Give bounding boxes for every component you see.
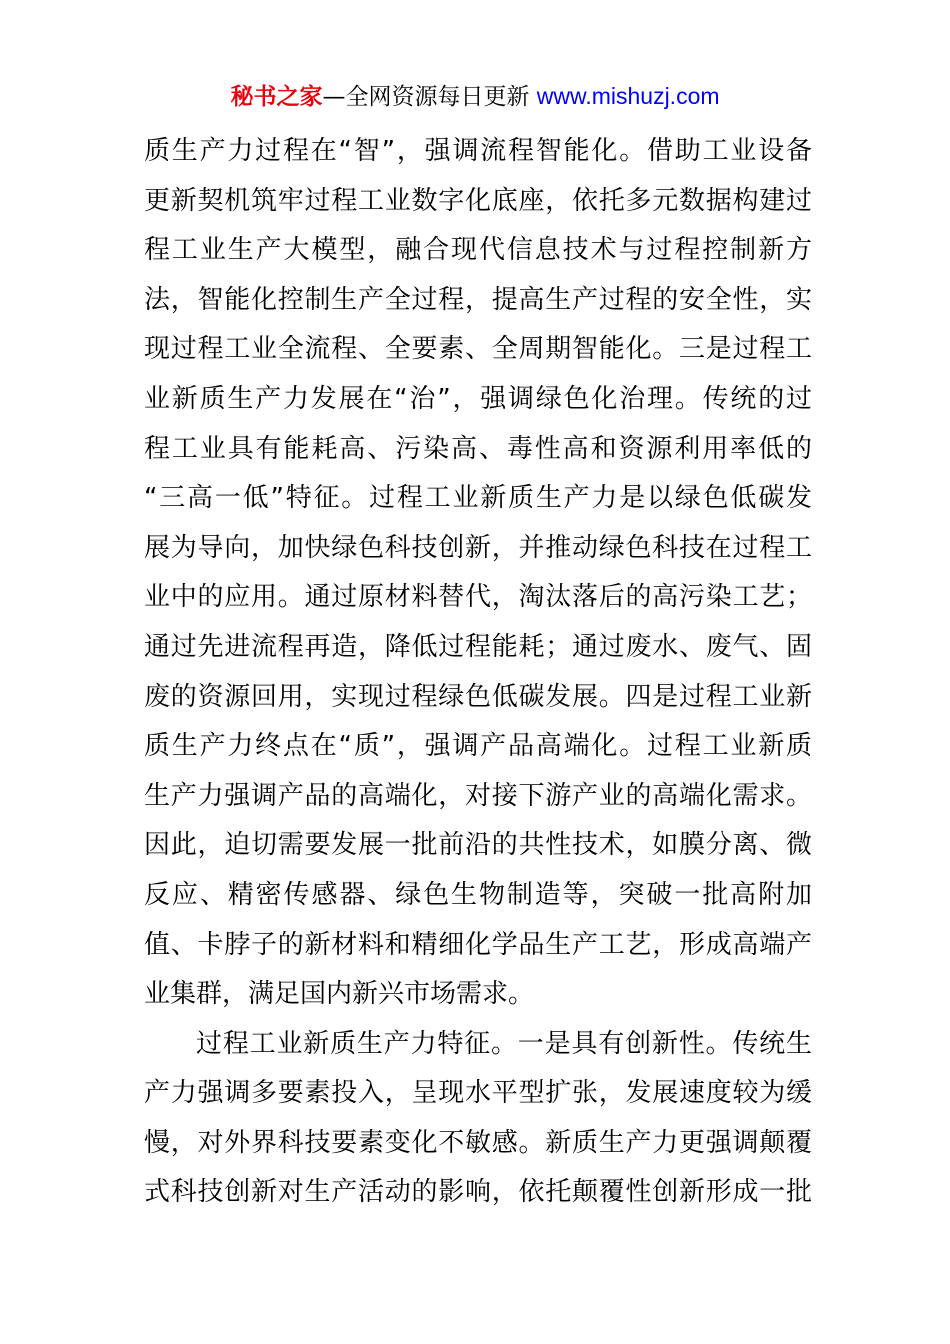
site-url-link[interactable]: www.mishuzj.com bbox=[536, 83, 720, 109]
paragraph-1 bbox=[144, 127, 812, 1020]
text-line: 值、卡脖子的新材料和精细化学品生产工艺，形成高端产 bbox=[144, 929, 812, 960]
document-body bbox=[144, 127, 812, 1218]
text-line: “三高一低”特征。过程工业新质生产力是以绿色低碳发 bbox=[144, 483, 812, 514]
site-header bbox=[0, 80, 950, 113]
text-line: 业中的应用。通过原材料替代，淘汰落后的高污染工艺； bbox=[144, 582, 812, 613]
site-brand: 秘书之家 bbox=[230, 84, 323, 110]
text-line: 程工业具有能耗高、污染高、毒性高和资源利用率低的 bbox=[144, 433, 812, 464]
text-line: 展为导向，加快绿色科技创新，并推动绿色科技在过程工 bbox=[144, 532, 812, 563]
text-line: 业新质生产力发展在“治”，强调绿色化治理。传统的过 bbox=[144, 383, 812, 414]
text-line: 现过程工业全流程、全要素、全周期智能化。三是过程工 bbox=[144, 334, 812, 365]
text-line: 慢，对外界科技要素变化不敏感。新质生产力更强调颠覆 bbox=[144, 1127, 812, 1158]
text-line: 生产力强调产品的高端化，对接下游产业的高端化需求。 bbox=[144, 780, 812, 811]
text-line: 质生产力过程在“智”，强调流程智能化。借助工业设备 bbox=[144, 136, 812, 166]
text-line: 质生产力终点在“质”，强调产品高端化。过程工业新质 bbox=[144, 731, 812, 762]
text-line: 业集群，满足国内新兴市场需求。 bbox=[144, 979, 535, 1010]
text-line: 程工业生产大模型，融合现代信息技术与过程控制新方 bbox=[144, 235, 812, 266]
text-line: 因此，迫切需要发展一批前沿的共性技术，如膜分离、微 bbox=[144, 830, 812, 861]
text-line: 法，智能化控制生产全过程，提高生产过程的安全性，实 bbox=[144, 284, 812, 315]
text-line: 废的资源回用，实现过程绿色低碳发展。四是过程工业新 bbox=[144, 681, 812, 712]
text-line: 通过先进流程再造，降低过程能耗；通过废水、废气、固 bbox=[144, 631, 812, 662]
text-line: 产力强调多要素投入，呈现水平型扩张，发展速度较为缓 bbox=[144, 1078, 812, 1109]
text-line: 式科技创新对生产活动的影响，依托颠覆性创新形成一批 bbox=[144, 1177, 812, 1208]
text-line: 过程工业新质生产力特征。一是具有创新性。传统生 bbox=[196, 1028, 812, 1059]
paragraph-2 bbox=[144, 1020, 812, 1218]
text-line: 反应、精密传感器、绿色生物制造等，突破一批高附加 bbox=[144, 879, 812, 910]
site-tagline: —全网资源每日更新 bbox=[322, 84, 530, 110]
text-line: 更新契机筑牢过程工业数字化底座，依托多元数据构建过 bbox=[144, 185, 812, 216]
